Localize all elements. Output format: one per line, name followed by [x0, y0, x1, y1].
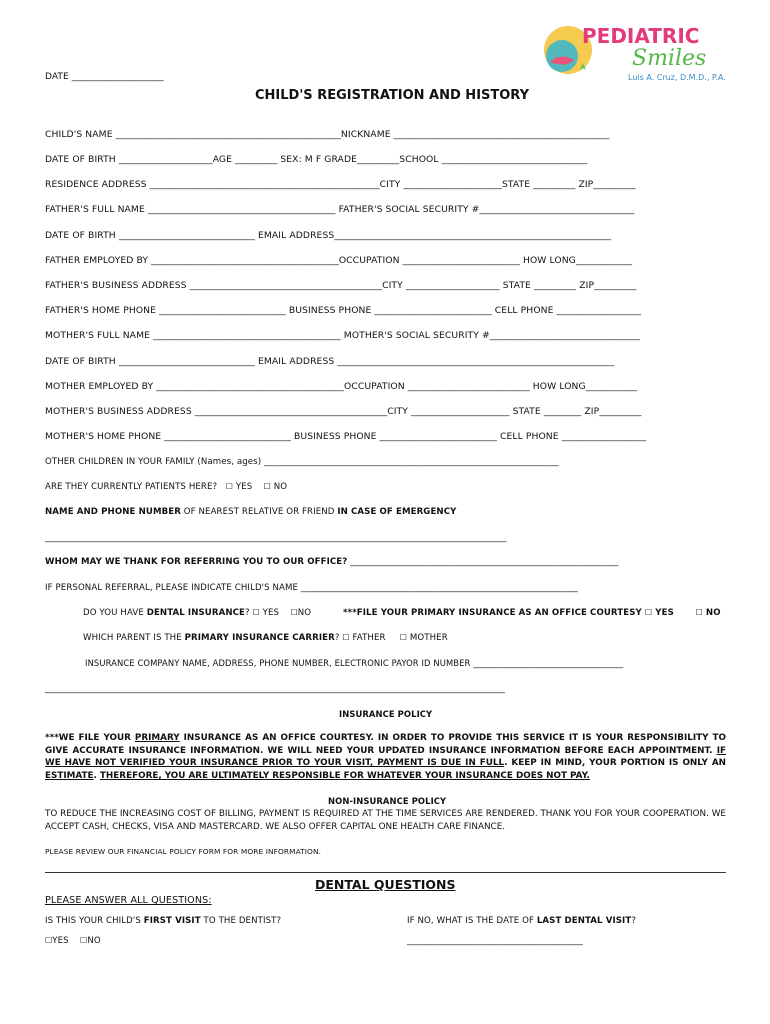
dental-questions-heading: DENTAL QUESTIONS [315, 877, 456, 892]
last-visit-bold: LAST DENTAL VISIT [536, 916, 632, 926]
checkbox-icon[interactable]: ☐ [45, 936, 53, 945]
last-visit-question [407, 916, 636, 926]
checkbox-icon[interactable]: ☐ [225, 482, 233, 491]
emergency-label-1: NAME AND PHONE NUMBER [45, 507, 181, 517]
logo-doctor-name: Luis A. Cruz, D.M.D., P.A. [628, 73, 726, 82]
last-visit-suffix: ? [631, 916, 636, 926]
policy-text-mid2: . KEEP IN MIND, YOUR PORTION IS ONLY AN [504, 758, 727, 769]
patients-here-no: NO [273, 482, 288, 492]
dental-instruction: PLEASE ANSWER ALL QUESTIONS: [45, 895, 212, 906]
first-visit-yes: YES [52, 936, 69, 946]
policy-text-estimate: ESTIMATE [45, 770, 94, 781]
dental-insurance-row [83, 608, 311, 618]
checkbox-icon[interactable]: ☐ [290, 608, 298, 617]
logo-brand-bottom: Smiles [632, 46, 707, 71]
insurance-have-prefix: DO YOU HAVE [83, 608, 147, 618]
insurance-have-bold: DENTAL INSURANCE [146, 608, 246, 618]
insurance-no: NO [297, 608, 312, 618]
first-visit-no: NO [87, 936, 101, 946]
courtesy-row [343, 608, 721, 618]
courtesy-no: NO [705, 608, 721, 618]
insurance-company-line[interactable]: ___________________________________________________________________________________________________________________ [45, 684, 505, 694]
patients-here-row [45, 482, 287, 492]
checkbox-icon[interactable]: ☐ [399, 633, 408, 642]
field-child-dob[interactable]: DATE OF BIRTH ____________________AGE _________ SEX: M F GRADE_________SCHOOL _______________________________ [45, 154, 588, 165]
emergency-label-2: OF NEAREST RELATIVE OR FRIEND [180, 507, 338, 517]
field-father-name[interactable]: FATHER'S FULL NAME ________________________________________ FATHER'S SOCIAL SECURITY #_________________________________ [45, 204, 635, 215]
carrier-suffix: ? [334, 633, 340, 643]
non-insurance-text: TO REDUCE THE INCREASING COST OF BILLING, PAYMENT IS REQUIRED AT THE TIME SERVICES ARE RENDERED. THANK YOU FOR YOUR COOPERATION. WE ACCEPT CASH, CHECKS, VISA AND MASTERCARD. WE ALSO OFFER CAPITAL ONE HEALTH CARE FINANCE. [45, 809, 726, 832]
carrier-row [83, 633, 448, 643]
practice-logo [540, 18, 740, 88]
checkbox-icon[interactable]: ☐ [252, 608, 260, 617]
patients-here-question: ARE THEY CURRENTLY PATIENTS HERE? [45, 482, 218, 492]
policy-text-primary: PRIMARY [134, 733, 180, 743]
non-insurance-heading: NON-INSURANCE POLICY [328, 796, 447, 806]
first-visit-prefix: IS THIS YOUR CHILD'S [45, 916, 144, 926]
section-divider [45, 872, 726, 873]
checkbox-icon[interactable]: ☐ [342, 633, 350, 642]
logo-sea-shape [546, 40, 578, 72]
carrier-father: FATHER [352, 633, 386, 643]
personal-referral[interactable]: IF PERSONAL REFERRAL, PLEASE INDICATE CHILD'S NAME _______________________________________________________________ [45, 583, 578, 593]
policy-text-start: ***WE FILE YOUR [45, 733, 135, 743]
last-visit-prefix: IF NO, WHAT IS THE DATE OF [407, 916, 537, 926]
field-mother-employer[interactable]: MOTHER EMPLOYED BY ________________________________________OCCUPATION __________________________ HOW LONG___________ [45, 381, 638, 392]
logo-brand-top: PEDIATRIC [582, 24, 700, 48]
first-visit-suffix: TO THE DENTIST? [200, 916, 282, 926]
emergency-row [45, 507, 456, 517]
referral-row[interactable] [45, 557, 618, 567]
field-father-phones[interactable]: FATHER'S HOME PHONE ___________________________ BUSINESS PHONE _________________________ CELL PHONE __________________ [45, 305, 642, 316]
checkbox-icon[interactable]: ☐ [80, 936, 88, 945]
checkbox-icon[interactable]: ☐ [263, 482, 271, 491]
insurance-policy-heading: INSURANCE POLICY [339, 709, 433, 719]
carrier-prefix: WHICH PARENT IS THE [83, 633, 185, 643]
referral-question: WHOM MAY WE THANK FOR REFERRING YOU TO OUR OFFICE? [45, 557, 348, 567]
checkbox-icon[interactable]: ☐ [644, 608, 653, 617]
field-father-business-address[interactable]: FATHER'S BUSINESS ADDRESS _________________________________________CITY ____________________ STATE _________ ZIP_________ [45, 280, 637, 291]
page-title: CHILD'S REGISTRATION AND HISTORY [255, 88, 530, 103]
date-line[interactable]: DATE ____________________ [45, 72, 164, 82]
policy-text-mid3: . [93, 770, 100, 781]
field-child-name[interactable]: CHILD'S NAME ________________________________________________NICKNAME ______________________________________________ [45, 129, 610, 140]
field-residence[interactable]: RESIDENCE ADDRESS _________________________________________________CITY _____________________STATE _________ ZIP_________ [45, 179, 636, 190]
carrier-mother: MOTHER [409, 633, 448, 643]
field-mother-business-address[interactable]: MOTHER'S BUSINESS ADDRESS _________________________________________CITY _____________________ STATE ________ ZIP_________ [45, 406, 642, 417]
policy-text-verify: IF WE HAVE NOT VERIFIED YOUR INSURANCE PRIOR TO YOUR VISIT, PAYMENT IS DUE IN FULL [45, 745, 726, 769]
emergency-line[interactable]: __________________________________________________________________________________________________________________ [45, 533, 507, 543]
field-mother-dob[interactable]: DATE OF BIRTH _____________________________ EMAIL ADDRESS ___________________________________________________________ [45, 356, 615, 367]
last-visit-line[interactable]: ________________________________________ [407, 936, 583, 946]
financial-policy-note: PLEASE REVIEW OUR FINANCIAL POLICY FORM FOR MORE INFORMATION. [45, 847, 322, 856]
policy-text-responsible: THEREFORE, YOU ARE ULTIMATELY RESPONSIBLE FOR WHATEVER YOUR INSURANCE DOES NOT PAY. [99, 770, 590, 781]
insurance-have-suffix: ? [245, 608, 250, 618]
insurance-yes: YES [262, 608, 280, 618]
carrier-bold: PRIMARY INSURANCE CARRIER [184, 633, 335, 643]
first-visit-bold: FIRST VISIT [143, 916, 201, 926]
policy-text-mid: INSURANCE AS AN OFFICE COURTESY. IN ORDER TO PROVIDE THIS SERVICE IT IS YOUR RESPONSIBILITY TO GIVE ACCURATE INSURANCE INFORMATION. WE WILL NEED YOUR UPDATED INSURANCE INFORMATION BEFORE EACH APPOINTMENT. [45, 733, 726, 756]
field-father-employer[interactable]: FATHER EMPLOYED BY ________________________________________OCCUPATION _________________________ HOW LONG____________ [45, 255, 633, 266]
field-father-dob[interactable]: DATE OF BIRTH _____________________________ EMAIL ADDRESS___________________________________________________________ [45, 230, 612, 241]
checkbox-icon[interactable]: ☐ [695, 608, 703, 617]
referral-line[interactable]: _____________________________________________________________ [347, 557, 619, 567]
first-visit-options [45, 936, 101, 946]
patients-here-yes: YES [235, 482, 253, 492]
first-visit-question [45, 916, 281, 926]
field-mother-name[interactable]: MOTHER'S FULL NAME ________________________________________ MOTHER'S SOCIAL SECURITY #________________________________ [45, 330, 640, 341]
field-mother-phones[interactable]: MOTHER'S HOME PHONE ___________________________ BUSINESS PHONE _________________________ CELL PHONE __________________ [45, 431, 647, 442]
courtesy-yes: YES [655, 608, 674, 618]
courtesy-label: ***FILE YOUR PRIMARY INSURANCE AS AN OFFICE COURTESY [343, 608, 642, 618]
emergency-label-3: IN CASE OF EMERGENCY [337, 507, 457, 517]
insurance-policy-text [45, 732, 726, 782]
field-other-children[interactable]: OTHER CHILDREN IN YOUR FAMILY (Names, ages) ___________________________________________________________________ [45, 457, 559, 467]
insurance-company-field[interactable]: INSURANCE COMPANY NAME, ADDRESS, PHONE NUMBER, ELECTRONIC PAYOR ID NUMBER ___________________________________ [85, 658, 624, 668]
